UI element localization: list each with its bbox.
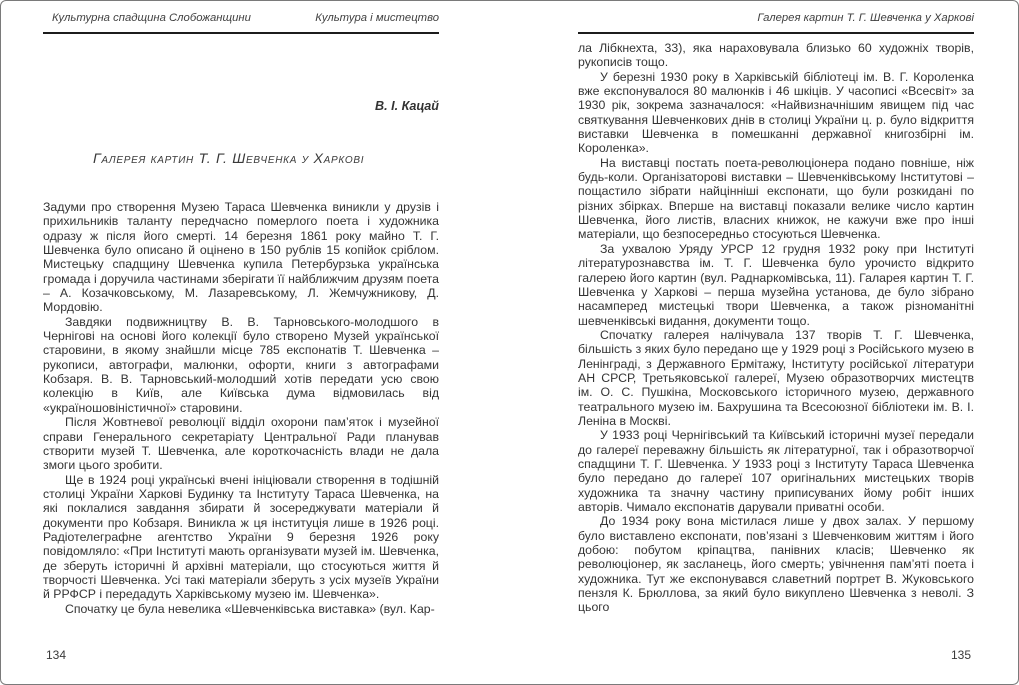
author-name: В. І. Кацай	[374, 99, 439, 113]
page-number: 134	[46, 648, 67, 662]
paragraph: Задуми про створення Музею Тараса Шевченка виникли у друзів і прихильників таланту передчасно померлого поета і художника одразу ж після його смерті. 14 березня 1861 року майно Т. Г. Шевченка було описано й оцінено в 150 рублів 15 копійок сріблом. Мистецьку спадщину Шевченка купила Петербурзька українська громада і доручила частинами зберігати її найближчим друзям поета – А. Козачковському, М. Лазаревському, Л. Жемчужникову, Д. Мордовію.	[43, 200, 439, 315]
paragraph: Спочатку галерея налічувала 137 творів Т. Г. Шевченка, більшість з яких було передано ще у 1929 році з Російського музею в Ленінграді, з Державного Ермітажу, Інституту російської літератури АН СРСР, Третьяковської галереї, Музею образотворчих мистецтв ім. О. С. Пушкіна, Московського історичного музею, державного театрального музею ім. Бахрушина та Всесоюзної бібліотеки ім. В. І. Леніна в Москві.	[578, 327, 974, 428]
paragraph: Після Жовтневої революції відділ охорони пам’яток і музейної справи Генерального секретаріату Центральної Ради планував створити музей Т. Шевченка, але короткочасність влади не дала змоги цього зробити.	[43, 415, 439, 473]
article-title: Галерея картин Т. Г. Шевченка у Харкові	[93, 151, 365, 167]
paragraph: Спочатку це була невелика «Шевченківська виставка» (вул. Кар-	[65, 601, 435, 616]
paragraph: ла Лібкнехта, 33), яка нараховувала близько 60 художніх творів, рукописів тощо.	[578, 41, 974, 70]
running-head-chapter: Галерея картин Т. Г. Шевченка у Харкові	[757, 12, 974, 24]
paragraph: За ухвалою Уряду УРСР 12 грудня 1932 року при Інституті літературознавства ім. Т. Г. Шевченка було урочисто відкрито галерею його картин (вул. Раднаркомівська, 11). Галарея картин Т. Г. Шевченка у Харкові – перша музейна установа, де було зібрано насамперед мистецькі твори Шевченка, а також різноманітні шевченківські видання, документи тощо.	[578, 241, 974, 328]
paragraph: У березні 1930 року в Харківській бібліотеці ім. В. Г. Короленка вже експонувалося 80 малюнків і 46 шкіців. У часописі «Всесвіт» за 1930 рік, зокрема зазначалося: «Найвизначнішим явищем під час святкування Шевченкових днів в столиці України ц. р. було відкриття виставки Шевченка в помешканні державної книгозбірні ім. Короленка».	[578, 69, 974, 156]
paragraph: На виставці постать поета-революціонера подано повніше, ніж будь-коли. Організаторові виставки – Шевченківському Інститутові – пощастило зібрати найцінніші експонати, що були розкидані по різних збірках. Вперше на виставці показали велике число картин Шевченка, його листів, власних книжок, не кажучи вже про інші матеріали, що безпосередньо стосуються Шевченка.	[578, 155, 974, 242]
running-head-chapter: Культура і мистецтво	[315, 12, 439, 24]
header-rule	[43, 32, 439, 34]
page-body	[43, 200, 439, 642]
paragraph: Завдяки подвижництву В. В. Тарновського-молодшого в Чернігові на основі його колекції було створено Музей української старовини, в якому знайшли місце 785 експонатів Т. Шевченка – рукописи, автографи, малюнки, офорти, книги з автографами Кобзаря. В. В. Тарновський-молодший хотів передати усю свою колекцію в Київ, але Київська дума відмовилась від «україношовіністичної» старовини.	[43, 314, 439, 415]
page-134	[43, 1, 439, 684]
paragraph: У 1933 році Чернігівський та Київський історичні музеї передали до галереї переважну більшість як літературної, так і образотворчої спадщини Т. Г. Шевченка. У 1933 році з Інституту Тараса Шевченка було передано до галереї 107 оригінальних мистецьких творів художника та значну частину приписуваних йому робіт інших авторів. Чимало експонатів дарували приватні особи.	[578, 428, 974, 514]
page-135	[578, 1, 974, 684]
page-header-left	[43, 12, 439, 25]
page-number: 135	[950, 648, 971, 662]
running-head-section: Культурна спадщина Слобожанщини	[52, 12, 251, 24]
paragraph: До 1934 року вона містилася лише у двох залах. У першому було виставлено експонати, пов’язані з Шевченковим життям і його добою: побутом кріпацтва, панівних класів; Шевченко як революціонер, як засланець, його смерть; увічнення пам’яті поета і художника. Тут же експонувався славетний портрет В. Жуковського пензля К. Брюллова, за який було викуплено Шевченка з неволі. З цього	[578, 514, 974, 615]
header-rule	[578, 32, 974, 34]
page-header-right	[578, 12, 974, 25]
paragraph: Ще в 1924 році українські вчені ініціювали створення в тодішній столиці України Харкові Будинку та Інституту Тараса Шевченка, на які поклалися завдання збирати й зосереджувати матеріали й документи про Кобзаря. Виникла ж ця інституція лише в 1926 році. Радіотелеграфне агентство України 9 березня 1926 року повідомляло: «При Інституті мають організувати музей ім. Шевченка, де зберуть історичні й архівні матеріали, що стосуються життя й творчості Шевченка. Усі такі матеріали зберуть з усіх музеїв України й РРФСР і передадуть Харківському музею ім. Шевченка».	[43, 472, 439, 602]
page-body	[578, 41, 974, 642]
